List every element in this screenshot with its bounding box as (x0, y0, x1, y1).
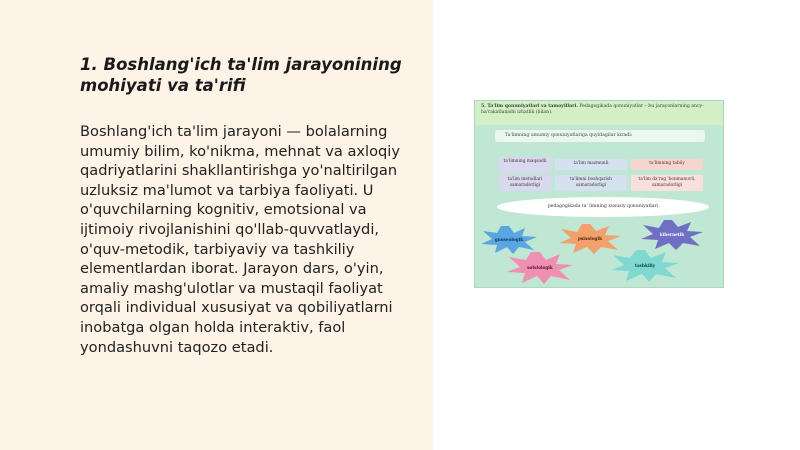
cell-management: ta'limni boshqarish samaradorligi (555, 175, 627, 191)
burst-label-psixologik: psixologik (578, 236, 602, 241)
infographic-subheader: Ta'limning umumiy qonuniyatlariga quyidagilar kiradi: (495, 130, 705, 142)
cell-goal: ta'limning maqsadli (499, 157, 551, 173)
infographic-image (474, 100, 724, 288)
infographic-header-title: 5. Ta'lim qonuniyatlari va tamoyillari. (481, 104, 578, 109)
infographic-header (475, 101, 723, 125)
slide-title: 1. Boshlang'ich ta'lim jarayonining mohiyati va ta'rifi (80, 55, 402, 95)
burst-label-sotsiologik: sotsiologik (527, 265, 553, 270)
cell-content: ta'lim mazmunli (555, 159, 627, 170)
infographic-header-text: Pedagogikada qonuniyatlar – bu jarayonlarning ancy-ha'rakatlanishi izhatlik (bilan). (481, 104, 704, 115)
cell-methods: ta'lim metodlari samaradorligi (499, 175, 551, 191)
burst-label-gnoseologik: gnoseologik (494, 237, 524, 242)
infographic-cloud: pedagogikada ta' limning xususiy qonuniyatlari (497, 197, 709, 217)
cell-conditions: ta'lim da'rag 'bonmanuvli, samaradorligi (631, 175, 703, 191)
burst-label-tashkiliy: tashkiliy (634, 263, 656, 268)
slide-body-text: Boshlang'ich ta'lim jarayoni — bolalarning umumiy bilim, ko'nikma, mehnat va axloqiy qadriyatlarini shakllantirishga yo'naltirilgan uzluksiz ma'lumot va tarbiya faoliyati. U o'quvchilarning kognitiv, emotsional va ijtimoiy rivojlanishini qo'llab-quvvatlaydi, o'quv-metodik, tarbiyaviy va tashkiliy elementlardan iborat. Jarayon dars, o'yin, amaliy mashg'ulotlar va mustaqil faoliyat orqali individual xususiyat va qobiliyatlarni inobatga olgan holda interaktiv, faol yondashuvni taqozo etadi. (80, 123, 400, 356)
cell-natural: ta'limning tabiiy (631, 159, 703, 170)
burst-label-kibernetik: kibernetik (659, 232, 685, 237)
